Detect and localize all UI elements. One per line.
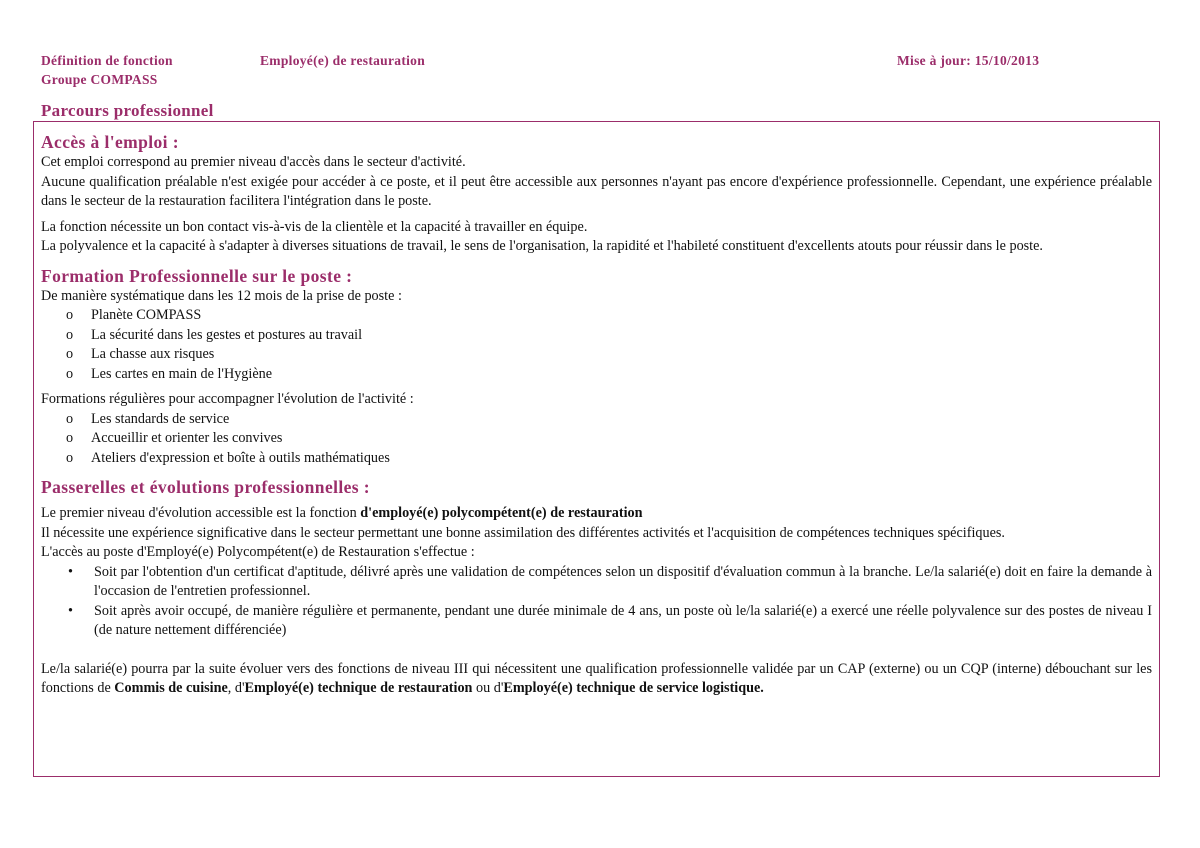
list-item: • Soit par l'obtention d'un certificat d'aptitude, délivré après une validation de compétences selon un dispositif d'évaluation commun à la branche. Le/la salarié(e) doit en faire la demande à l'occasion de l'entretien professionnel. [94, 563, 1152, 602]
paragraph [41, 504, 1152, 524]
bold-text: Employé(e) technique de service logistique. [503, 680, 764, 696]
bold-text: Commis de cuisine [114, 680, 228, 696]
bold-text: Employé(e) technique de restauration [244, 680, 473, 696]
paragraph: Il nécessite une expérience significative dans le secteur permettant une bonne assimilation des différentes activités et l'acquisition de compétences techniques spécifiques. [41, 524, 1005, 541]
text: , d' [227, 680, 245, 696]
paragraph: Cet emploi correspond au premier niveau d'accès dans le secteur d'activité. [41, 154, 466, 170]
list-item: o Planète COMPASS [91, 306, 1152, 326]
list-item: o La chasse aux risques [91, 345, 1152, 365]
paragraph [41, 660, 1152, 699]
paragraph: Aucune qualification préalable n'est exigée pour accéder à ce poste, et il peut être accessible aux personnes n'ayant pas encore d'expérience professionnelle. Cependant, une expérience préalable dans le secteur de la restauration facilitera l'intégration dans le poste. [41, 173, 1152, 209]
list-item: • Soit après avoir occupé, de manière régulière et permanente, pendant une durée minimale de 4 ans, un poste où le/la salarié(e) a exercé une réelle polyvalence sur des postes de niveau I (de nature nettement différenciée) [94, 602, 1152, 641]
section-heading-passerelles: Passerelles et évolutions professionnelles : [41, 477, 371, 497]
section-heading-formation: Formation Professionnelle sur le poste : [41, 265, 353, 286]
page-title: Parcours professionnel [41, 101, 214, 120]
paragraph: Formations régulières pour accompagner l'évolution de l'activité : [41, 391, 414, 407]
text: Le premier niveau d'évolution accessible est la fonction [41, 505, 361, 521]
bold-text: d'employé(e) polycompétent(e) de restauration [360, 505, 643, 521]
training-list-2 [41, 410, 1152, 469]
paragraph: La fonction nécessite un bon contact vis-à-vis de la clientèle et la capacité à travailler en équipe. [41, 218, 588, 235]
list-item: o Accueillir et orienter les convives [91, 429, 1152, 449]
content-box [33, 121, 1160, 777]
update-date: Mise à jour: 15/10/2013 [897, 53, 1040, 68]
paragraph: L'accès au poste d'Employé(e) Polycompétent(e) de Restauration s'effectue : [41, 544, 475, 560]
list-item: o Les standards de service [91, 410, 1152, 430]
company-label: Groupe COMPASS [41, 72, 158, 87]
paragraph: De manière systématique dans les 12 mois de la prise de poste : [41, 287, 402, 304]
section-heading-acces: Accès à l'emploi : [41, 132, 179, 152]
list-item: o La sécurité dans les gestes et postures au travail [91, 326, 1152, 346]
paragraph: La polyvalence et la capacité à s'adapter à diverses situations de travail, le sens de l'organisation, la rapidité et l'habileté constituent d'excellents atouts pour réussir dans le poste. [41, 238, 1043, 254]
text: Le/la salarié(e) pourra par la suite évoluer vers des fonctions de niveau III qui nécessitent une qualification professionnelle validée par un CAP (externe) ou un CQP (interne) débouchant sur les fonctions de [41, 660, 1152, 696]
job-title: Employé(e) de restauration [260, 53, 426, 68]
training-list-1 [41, 306, 1152, 384]
text: ou d' [472, 680, 504, 696]
list-item: o Ateliers d'expression et boîte à outils mathématiques [91, 449, 1152, 469]
list-item: o Les cartes en main de l'Hygiène [91, 365, 1152, 385]
doc-type-label: Définition de fonction [41, 53, 173, 68]
access-conditions-list [41, 563, 1152, 641]
